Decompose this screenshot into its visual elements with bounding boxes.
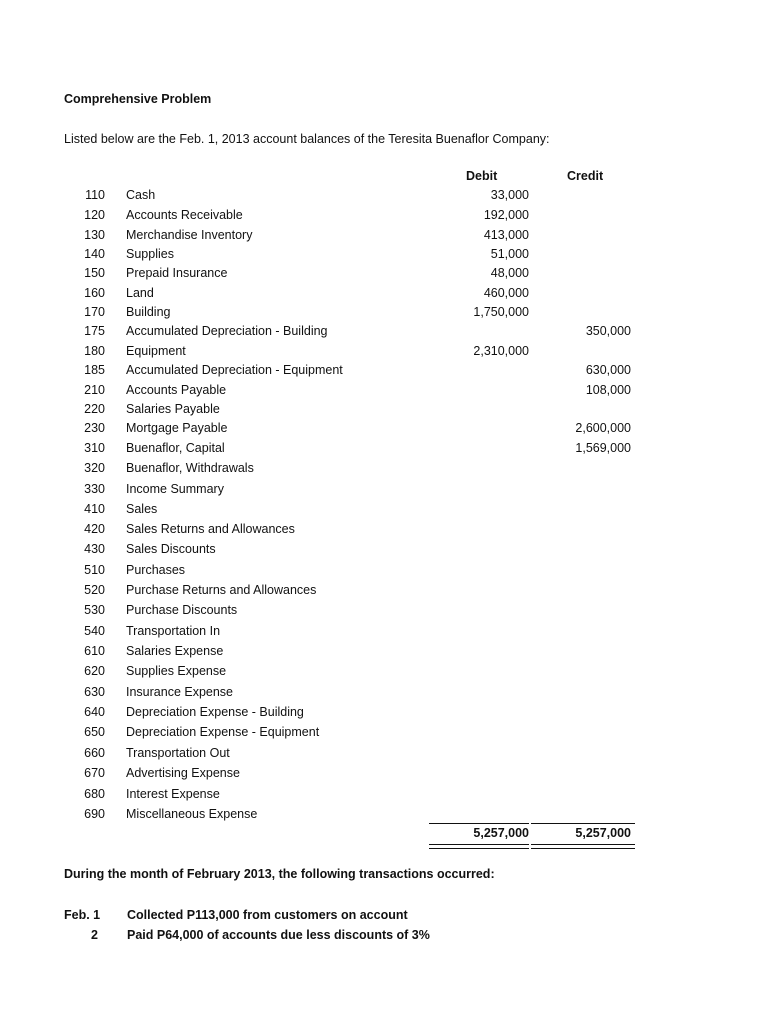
account-number: 230 [84, 421, 105, 435]
account-name: Salaries Payable [126, 402, 220, 416]
account-name: Depreciation Expense - Equipment [126, 725, 320, 739]
account-credit: 1,569,000 [575, 441, 631, 455]
account-number: 175 [84, 324, 105, 338]
account-name: Depreciation Expense - Building [126, 705, 304, 719]
account-name: Miscellaneous Expense [126, 807, 258, 821]
account-name: Purchase Discounts [126, 603, 238, 617]
account-number: 640 [84, 705, 105, 719]
transaction-date: Feb. 1 [64, 908, 101, 922]
account-name: Mortgage Payable [126, 421, 228, 435]
account-debit: 48,000 [490, 266, 529, 280]
account-number: 630 [84, 685, 105, 699]
account-number: 430 [84, 542, 105, 556]
account-name: Equipment [126, 344, 186, 358]
account-name: Purchases [126, 563, 186, 577]
account-name: Prepaid Insurance [126, 266, 228, 280]
account-name: Buenaflor, Withdrawals [126, 461, 254, 475]
account-debit: 51,000 [490, 247, 529, 261]
account-number: 540 [84, 624, 105, 638]
transaction-description: Collected P113,000 from customers on account [127, 908, 408, 922]
account-number: 150 [84, 266, 105, 280]
intro-text: Listed below are the Feb. 1, 2013 account balances of the Teresita Buenaflor Company: [64, 132, 550, 146]
account-name: Purchase Returns and Allowances [126, 583, 317, 597]
account-number: 180 [84, 344, 105, 358]
account-name: Cash [126, 188, 156, 202]
account-number: 660 [84, 746, 105, 760]
debit-total-rule [429, 823, 529, 824]
account-name: Merchandise Inventory [126, 228, 253, 242]
account-name: Transportation In [126, 624, 221, 638]
account-number: 310 [84, 441, 105, 455]
account-number: 160 [84, 286, 105, 300]
transaction-date: 2 [91, 928, 98, 942]
credit-column-header: Credit [567, 169, 604, 183]
account-name: Supplies [126, 247, 174, 261]
account-number: 680 [84, 787, 105, 801]
account-name: Interest Expense [126, 787, 220, 801]
account-number: 185 [84, 363, 105, 377]
account-credit: 350,000 [585, 324, 631, 338]
account-number: 620 [84, 664, 105, 678]
account-number: 670 [84, 766, 105, 780]
transactions-intro: During the month of February 2013, the following transactions occurred: [64, 867, 495, 881]
account-debit: 2,310,000 [473, 344, 529, 358]
credit-double-rule [531, 844, 635, 849]
account-number: 170 [84, 305, 105, 319]
account-number: 330 [84, 482, 105, 496]
account-name: Supplies Expense [126, 664, 227, 678]
account-name: Advertising Expense [126, 766, 240, 780]
account-debit: 33,000 [490, 188, 529, 202]
account-number: 120 [84, 208, 105, 222]
account-credit: 630,000 [585, 363, 631, 377]
account-name: Salaries Expense [126, 644, 224, 658]
account-name: Land [126, 286, 154, 300]
document-title: Comprehensive Problem [64, 92, 212, 106]
account-number: 520 [84, 583, 105, 597]
account-number: 130 [84, 228, 105, 242]
account-name: Insurance Expense [126, 685, 234, 699]
credit-total: 5,257,000 [575, 826, 631, 840]
debit-total: 5,257,000 [473, 826, 529, 840]
account-credit: 108,000 [585, 383, 631, 397]
account-name: Accumulated Depreciation - Equipment [126, 363, 343, 377]
account-number: 110 [85, 188, 105, 202]
account-debit: 1,750,000 [473, 305, 529, 319]
account-name: Building [126, 305, 171, 319]
account-debit: 460,000 [483, 286, 529, 300]
account-name: Accounts Receivable [126, 208, 243, 222]
account-number: 610 [84, 644, 105, 658]
transaction-description: Paid P64,000 of accounts due less discounts of 3% [127, 928, 430, 942]
account-number: 410 [84, 502, 105, 516]
account-number: 650 [84, 725, 105, 739]
account-number: 530 [84, 603, 105, 617]
account-name: Buenaflor, Capital [126, 441, 225, 455]
account-number: 320 [84, 461, 105, 475]
account-number: 510 [84, 563, 105, 577]
account-number: 690 [84, 807, 105, 821]
debit-double-rule [429, 844, 529, 849]
account-name: Accumulated Depreciation - Building [126, 324, 328, 338]
account-number: 210 [84, 383, 105, 397]
debit-column-header: Debit [466, 169, 498, 183]
account-name: Sales [126, 502, 158, 516]
account-credit: 2,600,000 [575, 421, 631, 435]
account-name: Accounts Payable [126, 383, 227, 397]
account-debit: 413,000 [483, 228, 529, 242]
account-name: Sales Discounts [126, 542, 216, 556]
account-debit: 192,000 [483, 208, 529, 222]
account-number: 220 [84, 402, 105, 416]
account-name: Sales Returns and Allowances [126, 522, 295, 536]
account-number: 420 [84, 522, 105, 536]
account-name: Transportation Out [126, 746, 230, 760]
credit-total-rule [531, 823, 635, 824]
account-name: Income Summary [126, 482, 224, 496]
account-number: 140 [84, 247, 105, 261]
